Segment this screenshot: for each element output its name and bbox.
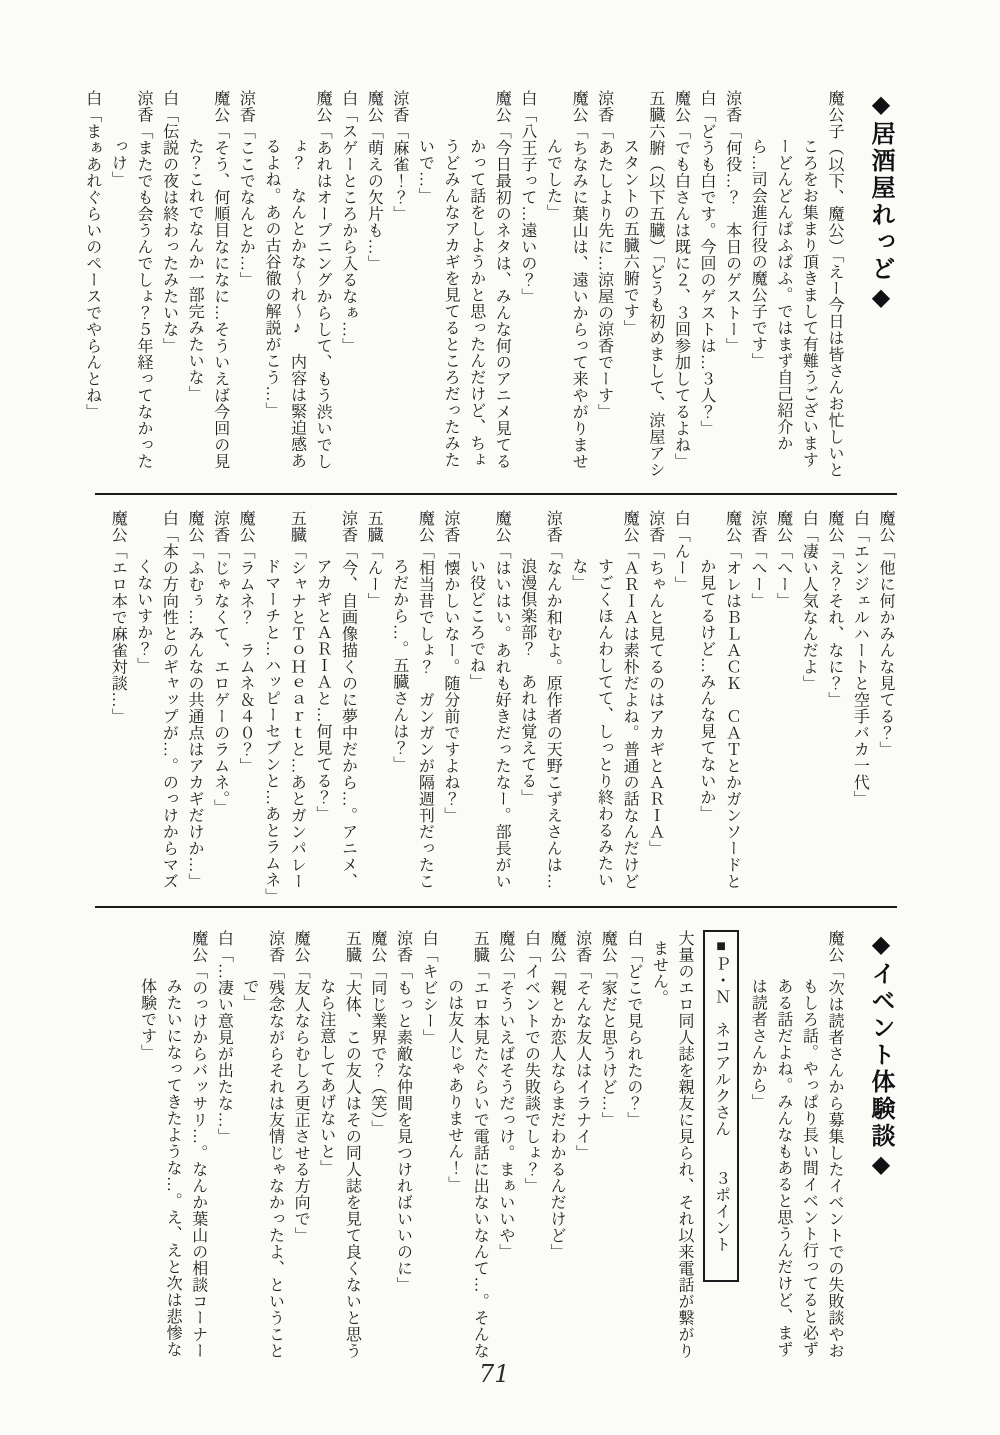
dialogue-line (543, 930, 569, 1360)
speaker-name: 涼香 (211, 510, 229, 543)
dialogue-line (386, 510, 437, 900)
speaker-name: 魔公 (109, 510, 127, 543)
utterance-text: 「相当昔でしょ？ ガンガンが隔週刊だったころだから…。五臓さんは？」 (390, 543, 434, 890)
speaker-name: 魔公 (314, 90, 332, 123)
speaker-name: 白 (698, 90, 716, 107)
speaker-name: 魔公 (185, 510, 203, 543)
reader-entry-box (703, 930, 739, 1282)
utterance-text: 「どうも初めまして、涼屋アシスタントの五臓六腑です」 (621, 138, 664, 478)
utterance-text: 「今、自画像描くのに夢中だから…。アニメ、アカギとＡＲＩＡと…何見てる？」 (313, 543, 357, 890)
section-title-event-stories: ◆イベント体験談◆ (867, 930, 894, 1181)
speaker-name: 魔公 (189, 930, 207, 963)
utterance-text: 「でも白さんは既に２、３回参加してるよね」 (672, 123, 690, 470)
speaker-name: 魔公 (621, 510, 639, 543)
utterance-text: 「家だと思うけど…」 (599, 963, 617, 1128)
utterance-text: 「じゃなくて、エロゲーのラムネ。」 (211, 543, 229, 816)
dialogue-line (463, 510, 514, 900)
section-divider-top (95, 493, 897, 495)
dialogue-line (745, 90, 847, 482)
utterance-text: 「残念ながらそれは友情じゃなかったよ、ということで」 (240, 963, 284, 1359)
dialogue-line (492, 930, 518, 1360)
utterance-text: 「そんな友人はイラナイ」 (573, 963, 591, 1161)
utterance-text: 「懐かしいなー。随分前ですよね？」 (441, 543, 459, 824)
utterance-text: 「…凄い意見が出たな…」 (215, 946, 233, 1145)
dialogue-line (668, 510, 694, 900)
speaker-name: 白 (800, 510, 818, 527)
dialogue-line (770, 510, 796, 900)
utterance-text: 大量のエロ同人誌を親友に見られ、それ以来電話が繋がりません。 (650, 930, 694, 1359)
speaker-name: 魔公 (548, 930, 566, 963)
section-event-stories (98, 930, 898, 1360)
speaker-name: 魔公 (826, 930, 843, 963)
speaker-name: 涼香 (237, 90, 255, 123)
dialogue-line (361, 90, 387, 482)
dialogue-line (745, 930, 847, 1360)
speaker-name: 白 (624, 930, 642, 947)
dialogue-line (642, 510, 668, 900)
dialogue-line (416, 930, 442, 1360)
utterance-text: 「えー今日は皆さんお忙しいところをお集まり頂きまして有難うございますーどんどんぱふぱふ。ではまず自己紹介から…司会進行役の魔公子です」 (749, 138, 843, 478)
speaker-name: 魔公 (365, 90, 383, 123)
dialogue-line (386, 90, 412, 482)
dialogue-line (309, 510, 360, 900)
utterance-text: 「んー」 (672, 526, 690, 593)
utterance-text: 「はいはい。あれも好きだったなー。部長がいい役どころでね」 (467, 543, 511, 890)
utterance-text: 「ＡＲＩＡは素朴だよね。普通の話なんだけどすごくほんわしてて、しっとり終わるみたいな」 (569, 543, 639, 890)
speaker-name: 魔公 (723, 510, 741, 543)
utterance-text: 「ちゃんと見てるのはアカギとＡＲＩＡ」 (646, 543, 664, 857)
utterance-text: 「え？それ、なに？」 (825, 543, 843, 708)
utterance-text: 「友人ならむしろ更正させる方向で」 (292, 963, 310, 1244)
utterance-text: 「へー」 (749, 543, 767, 609)
dialogue-line (134, 930, 211, 1360)
utterance-text: 「どうも白です。今回のゲストは…３人？」 (698, 106, 716, 437)
utterance-text: 「どこで見られたの？」 (624, 946, 642, 1128)
event-stories-dialogue-list (134, 930, 847, 1360)
utterance-text: 「へー」 (774, 543, 792, 609)
utterance-text: 「オレはＢＬＡＣＫ ＣＡＴとかガンソードとか見てるけど…みんな見てないか」 (697, 543, 741, 890)
izakaya-dialogue-list (79, 90, 847, 482)
utterance-text: 「んー」 (365, 543, 383, 609)
speaker-name: 涼香 (723, 90, 741, 123)
dialogue-line (620, 930, 646, 1360)
dialogue-line (211, 930, 237, 1360)
utterance-text: 「イベントでの失敗談でしょ？」 (522, 946, 540, 1194)
dialogue-line (565, 510, 642, 900)
utterance-text: 「次は読者さんから募集したイベントでの失敗談やおもしろ話。やっぱり長い間イベント行ってると必ずある話だよね。みんなもあると思うんだけど、まずは読者さんから」 (749, 963, 843, 1359)
speaker-name: 涼香 (390, 90, 408, 123)
utterance-text: 「本の方向性とのギャップが…。のっけからマズくないすか？」 (134, 526, 178, 890)
utterance-text: 「まぁあれぐらいのペースでやらんとね」 (83, 106, 101, 420)
dialogue-line (313, 930, 364, 1360)
speaker-name: 魔公 (493, 510, 511, 543)
dialogue-line (288, 930, 314, 1360)
speaker-name: 白 (420, 930, 438, 947)
utterance-text: 「麻雀！？」 (390, 123, 408, 222)
utterance-text: 「ここでなんとか…」 (237, 123, 255, 288)
dialogue-line (668, 90, 694, 482)
section-anime-talk (98, 510, 898, 905)
speaker-name: 五臓 (288, 510, 306, 543)
dialogue-line (441, 930, 492, 1360)
utterance-text: 「なんか和むよ。原作者の天野こずえさんは…浪漫倶楽部？ あれは覚えてる」 (518, 543, 562, 890)
dialogue-line (105, 510, 131, 900)
dialogue-line (693, 90, 719, 482)
speaker-name: 五臓 (343, 930, 361, 963)
speaker-name: 涼香 (134, 90, 152, 123)
dialogue-line (591, 90, 617, 482)
speaker-name: 魔公 (416, 510, 434, 543)
speaker-name: 涼香 (544, 510, 562, 543)
dialogue-line (595, 930, 621, 1360)
utterance-text: 「そう、何順目なになに…そういえば今回の見た？これでなんか一部完みたいな」 (186, 123, 229, 470)
utterance-text: 「他に何かみんな見てる？」 (877, 543, 894, 758)
speaker-name: 涼香 (749, 510, 767, 543)
speaker-name: 涼香 (339, 510, 357, 543)
utterance-text: 「エンジェルハートと空手バカ一代」 (851, 526, 869, 807)
speaker-name: 魔公 (496, 930, 514, 963)
dialogue-line (130, 510, 181, 900)
speaker-name: 涼香 (266, 930, 284, 963)
utterance-text: 「スゲーところから入るなぁ…」 (339, 106, 357, 354)
utterance-text: 「親とか恋人ならまだわかるんだけど」 (548, 963, 566, 1260)
utterance-text: 「あれはオープニングからして、もう渋いでしょ？ なんとかな～れ～♪ 内容は緊迫感あるよね。あの古谷徹の解説がこう…」 (262, 123, 332, 470)
speaker-name: 白 (339, 90, 357, 107)
speaker-name: 魔公 (570, 90, 588, 123)
speaker-name: 白 (518, 90, 536, 107)
anime-talk-dialogue-list (105, 510, 898, 905)
utterance-text: 「あたしより先に…涼屋の涼香でーす」 (595, 123, 613, 420)
dialogue-line (796, 510, 822, 900)
utterance-text: 「何役…？ 本日のゲストー」 (723, 123, 741, 354)
utterance-text: 「ふむぅ…みんなの共通点はアカギだけか…」 (185, 543, 203, 890)
utterance-text: ■Ｐ・Ｎ ネコアルクさん ３ポイント (712, 938, 730, 1253)
dialogue-line (872, 510, 898, 900)
utterance-text: 「シャナとＴｏＨｅａｒｔと…あとガンパレードマーチと…ハッピーセブンと…あとラムネ」 (262, 543, 306, 905)
dialogue-line (821, 510, 847, 900)
speaker-name: 白 (83, 90, 101, 107)
utterance-text: 「伝説の夜は終わったみたいな」 (160, 106, 178, 354)
dialogue-line (617, 90, 668, 482)
speaker-name: 魔公 (368, 930, 386, 963)
dialogue-line (744, 510, 770, 900)
utterance-text: 「今日最初のネタは、みんな何のアニメ見てるかって話をしようかと思ったんだけど、ちょうどみんなアカギを見てるところだったみたいで…」 (416, 123, 511, 470)
speaker-name: 白 (672, 510, 690, 527)
speaker-name: 五臓 (365, 510, 383, 543)
speaker-name: 魔公 (237, 510, 255, 543)
dialogue-line (233, 90, 259, 482)
utterance-text: 「エロ本見たぐらいで電話に出ないなんて…。そんなのは友人じゃありません！」 (445, 963, 489, 1359)
speaker-name: 魔公 (672, 90, 690, 123)
speaker-name: 涼香 (595, 90, 613, 123)
speaker-name: 白 (215, 930, 233, 947)
dialogue-line (364, 930, 390, 1360)
dialogue-line (335, 90, 361, 482)
speaker-name: 魔公 (877, 510, 894, 543)
speaker-name: 五臓六腑（以下五臓） (646, 90, 664, 255)
dialogue-line (569, 930, 595, 1360)
section-izakaya-red (83, 90, 898, 482)
utterance-text: 「ちなみに葉山は、遠いからって来やがりませんでした」 (544, 123, 588, 470)
section-divider-bottom (95, 906, 897, 908)
utterance-text: 「もっと素敵な仲間を見つければいいのに」 (394, 963, 412, 1293)
dialogue-line (233, 510, 259, 900)
dialogue-line (207, 510, 233, 900)
utterance-text: 「のっけからバッサリ…。なんか葉山の相談コーナーみたいになってきたような…。え、えと次は悲惨な体験です」 (138, 963, 207, 1359)
speaker-name: 白 (522, 930, 540, 947)
speaker-name: 白 (851, 510, 869, 527)
dialogue-line (258, 90, 335, 482)
dialogue-line (182, 90, 233, 482)
speaker-name: 魔公 (599, 930, 617, 963)
dialogue-line (437, 510, 463, 900)
utterance-text: 「エロ本で麻雀対談…」 (109, 543, 127, 725)
dialogue-line (540, 90, 591, 482)
dialogue-line (79, 90, 105, 482)
utterance-text: 「キビシー」 (420, 946, 438, 1046)
dialogue-line (412, 90, 514, 482)
speaker-name: 魔公子（以下、魔公） (826, 90, 843, 255)
dialogue-line (236, 930, 287, 1360)
dialogue-line (514, 90, 540, 482)
dialogue-line (847, 510, 873, 900)
dialogue-line (719, 90, 745, 482)
speaker-name: 魔公 (493, 90, 511, 123)
speaker-name: 涼香 (394, 930, 412, 963)
page-number: 71 (479, 1360, 510, 1388)
dialogue-line (390, 930, 416, 1360)
dialogue-line (156, 90, 182, 482)
utterance-text: 「大体、この友人はその同人誌を見て良くないと思うなら注意してあげないと」 (317, 963, 361, 1359)
speaker-name: 涼香 (441, 510, 459, 543)
utterance-text: 「同じ業界で？（笑）」 (368, 963, 386, 1137)
dialogue-line (518, 930, 544, 1360)
utterance-text: 「そういえばそうだっけ。まぁいいや」 (496, 963, 514, 1260)
speaker-name: 魔公 (292, 930, 310, 963)
speaker-name: 魔公 (774, 510, 792, 543)
utterance-text: 「またでも会うんでしょ？５年経ってなかったっけ」 (109, 123, 152, 470)
dialogue-line (361, 510, 387, 900)
speaker-name: 五臓 (471, 930, 489, 963)
dialogue-line (693, 510, 744, 900)
utterance-text: 「八王子って…遠いの？」 (518, 106, 536, 305)
dialogue-line (181, 510, 207, 900)
utterance-text: 「萌えの欠片も…」 (365, 123, 383, 272)
speaker-name: 白 (160, 510, 178, 527)
reader-story-text (646, 930, 697, 1360)
dialogue-line (258, 510, 309, 905)
speaker-name: 魔公 (825, 510, 843, 543)
utterance-text: 「ラムネ？ ラムネ＆４０？」 (237, 543, 255, 774)
speaker-name: 涼香 (573, 930, 591, 963)
utterance-text: 「凄い人気なんだよ」 (800, 526, 818, 692)
speaker-name: 魔公 (211, 90, 229, 123)
dialogue-line (105, 90, 156, 482)
speaker-name: 涼香 (646, 510, 664, 543)
dialogue-line (514, 510, 565, 900)
section-title-izakaya-red: ◆居酒屋れっど◆ (867, 90, 894, 314)
speaker-name: 白 (160, 90, 178, 107)
